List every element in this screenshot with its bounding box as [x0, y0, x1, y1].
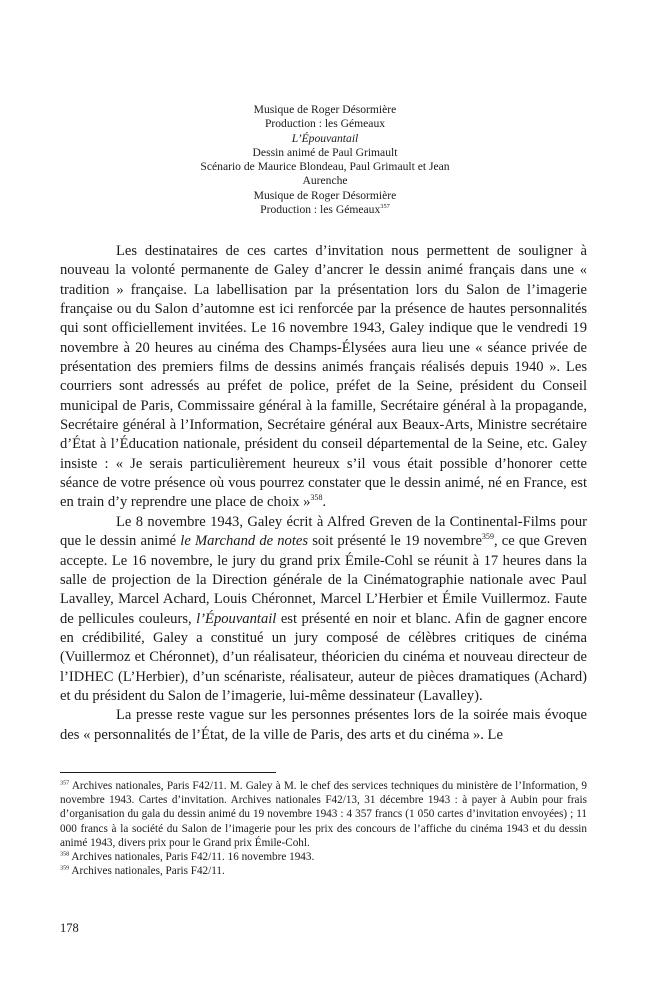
credit-line-with-note — [150, 203, 500, 217]
paragraph-text: . — [322, 494, 327, 511]
credit-line: Dessin animé de Paul Grimault — [252, 145, 398, 159]
footnote-number: 359 — [60, 865, 70, 872]
paragraph-text: est présenté en noir et blanc. Afin de gagner encore en crédibilité, Galey a constitué un jury composé de célèbres critiques de cinéma (Vuillermoz et Chéronnet), d’un réalisateur, théoricien du cinéma et nouveau directeur de l’IDHEC (L’Herbier), d’un scénariste, réalisateur, auteur de pièces dramatiques (Achard) et du président du Salon de l’imagerie, lui-même dessinateur (Lavalley). — [60, 610, 587, 704]
page-number: 178 — [60, 921, 79, 935]
footnote-text: Archives nationales, Paris F42/11. M. Galey à M. le chef des services techniques du ministère de l’Information, 9 novembre 1943. Cartes d’invitation. Archives nationales F42/13, 31 décembre 1943 : à payer à Aubin pour frais d’organisation du gala du dessin animé du 19 novembre 1943 : 4 357 francs (1 050 cartes d’invitation envoyées) ; 11 000 francs à la société du Salon de l’imagerie pour les prix des concours de l’affiche du cinéma 1943 et du dessin animé 1943, divers prix pour le Grand prix Émile-Cohl. — [60, 780, 587, 849]
paragraph-text: , ce que Greven accepte. Le 16 novembre, le jury du grand prix Émile-Cohl se réunit à 17 heures dans la salle de projection de la Direction générale de la Cinématographie nationale avec Paul Lavalley, Marcel Achard, Louis Chéronnet, Marcel L’Herbier et Émile Vuillermoz. Faute de pellicules couleurs, — [60, 533, 587, 627]
footnotes — [60, 779, 587, 878]
footnote-text: Archives nationales, Paris F42/11. — [69, 865, 225, 878]
credit-film-title: L’Épouvantail — [291, 131, 359, 145]
footnote-ref: 359 — [481, 532, 494, 542]
paragraph: La presse reste vague sur les personnes présentes lors de la soirée mais évoque des « personnalités de l’État, de la ville de Paris, des arts et du cinéma ». Le — [60, 707, 587, 743]
footnote-number: 358 — [60, 851, 70, 858]
paragraph-text: Le 8 novembre 1943, Galey écrit à Alfred Greven de la Continental-Films pour que le dessin animé — [60, 513, 587, 550]
footnote-ref: 358 — [310, 493, 323, 503]
paragraph — [60, 513, 587, 706]
footnote-ref: 357 — [380, 203, 390, 211]
paragraph — [60, 242, 587, 513]
credit-line: Production : les Gémeaux — [260, 203, 381, 217]
film-title: l’Épouvantail — [196, 610, 277, 627]
credit-line: Musique de Roger Désormière — [253, 103, 397, 116]
footnote — [60, 850, 587, 864]
footnote-separator — [60, 772, 276, 773]
film-credits — [150, 103, 500, 217]
paragraph-text: Les destinataires de ces cartes d’invitation nous permettent de souligner à nouveau la volonté permanente de Galey d’ancrer le dessin animé français dans une « tradition » française. La labellisation par la présentation lors du Salon de l’imagerie française ou du Salon d’automne est ici renforcée par la présence de hautes personnalités qui sont officiellement invitées. Le 16 novembre 1943, Galey indique que le vendredi 19 novembre à 20 heures au cinéma des Champs-Élysées aura lieu une « séance privée de présentation des premiers films de dessins animés français réalisés depuis 1940 ». Les courriers sont adressés au préfet de police, préfet de la Seine, président du Conseil municipal de Paris, Commissaire général à la famille, Secrétaire général à la propagande, Secrétaire général à l’Information, Secrétaire général aux Beaux-Arts, Ministre secrétaire d’État à l’Éducation nationale, président du conseil départemental de la Seine, etc. Galey insiste : « Je serais particulièrement heureux s’il vous était possible d’honorer cette séance de votre présence où vous pourrez constater que le dessin animé, né en France, est en train d’y reprendre une place de choix » — [60, 243, 587, 511]
body-text — [60, 242, 587, 745]
credit-line: Musique de Roger Désormière — [253, 188, 397, 202]
footnote-text: Archives nationales, Paris F42/11. 16 novembre 1943. — [69, 851, 315, 864]
footnote-number: 357 — [60, 780, 70, 787]
paragraph-text: soit présenté le 19 novembre — [308, 533, 482, 550]
film-title: le Marchand de notes — [180, 533, 309, 550]
credit-line: Scénario de Maurice Blondeau, Paul Grimault et Jean — [200, 160, 450, 174]
credit-line: Production : les Gémeaux — [264, 117, 386, 131]
footnote — [60, 779, 587, 850]
credit-line: Aurenche — [302, 174, 348, 188]
footnote — [60, 864, 587, 878]
